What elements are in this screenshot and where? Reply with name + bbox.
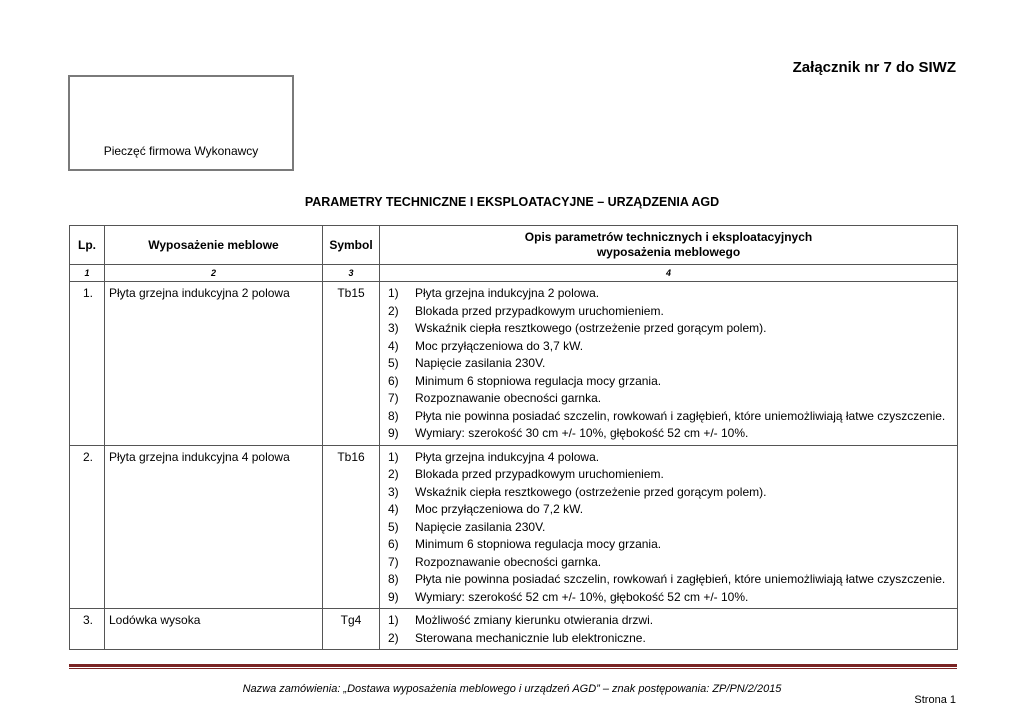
table-header-row — [70, 226, 958, 265]
column-number-row — [70, 265, 958, 282]
column-header-equipment: Wyposażenie meblowe — [105, 226, 323, 265]
column-number: 4 — [380, 265, 958, 282]
column-number: 3 — [323, 265, 380, 282]
parameter-list — [384, 449, 953, 607]
parameter-text: Płyta grzejna indukcyjna 4 polowa. — [415, 449, 600, 464]
parameter-number: 4) — [388, 338, 399, 353]
row-parameters — [380, 282, 958, 446]
column-header-description — [380, 226, 958, 265]
column-header-symbol: Symbol — [323, 226, 380, 265]
row-equipment-name: Płyta grzejna indukcyjna 2 polowa — [105, 282, 323, 446]
table-row — [70, 282, 958, 446]
parameter-text: Blokada przed przypadkowym uruchomieniem. — [415, 303, 664, 318]
parameter-text: Moc przyłączeniowa do 7,2 kW. — [415, 502, 584, 516]
row-equipment-name: Płyta grzejna indukcyjna 4 polowa — [105, 445, 323, 609]
attachment-label: Załącznik nr 7 do SIWZ — [792, 59, 956, 76]
parameter-number: 3) — [388, 321, 399, 335]
footer-rule-thick — [69, 664, 957, 667]
parameter-item — [384, 484, 953, 502]
parameter-text: Wymiary: szerokość 30 cm +/- 10%, głębokość 52 cm +/- 10%. — [415, 426, 749, 440]
parameter-item — [384, 554, 953, 572]
row-lp: 3. — [70, 609, 105, 650]
parameter-item — [384, 466, 953, 484]
parameter-number: 1) — [388, 613, 399, 627]
row-parameters — [380, 445, 958, 609]
parameters-table — [69, 225, 958, 650]
table-row — [70, 609, 958, 650]
parameter-number: 5) — [388, 356, 399, 370]
column-header-description-line1: Opis parametrów technicznych i eksploatacyjnych — [524, 230, 813, 244]
parameter-item — [384, 571, 953, 589]
parameter-number: 1) — [388, 286, 399, 300]
footer-rule-thin — [69, 668, 957, 669]
parameter-text: Minimum 6 stopniowa regulacja mocy grzania. — [415, 537, 662, 551]
parameter-item — [384, 536, 953, 554]
row-parameters — [380, 609, 958, 650]
parameter-item — [384, 338, 953, 356]
parameter-text: Płyta nie powinna posiadać szczelin, rowkowań i zagłębień, które uniemożliwiają łatwe czyszczenie. — [415, 572, 946, 586]
parameter-list — [384, 612, 953, 647]
parameter-item — [384, 303, 953, 321]
parameter-number: 9) — [388, 589, 399, 604]
parameter-number: 9) — [388, 426, 399, 440]
row-symbol: Tb15 — [323, 282, 380, 446]
column-number: 1 — [70, 265, 105, 282]
parameter-number: 8) — [388, 408, 399, 423]
parameter-item — [384, 390, 953, 408]
parameter-number: 7) — [388, 391, 399, 405]
parameter-item — [384, 355, 953, 373]
parameter-item — [384, 320, 953, 338]
parameter-text: Wskaźnik ciepła resztkowego (ostrzeżenie przed gorącym polem). — [415, 321, 767, 335]
parameter-number: 4) — [388, 502, 399, 516]
footer-procurement-name: Nazwa zamówienia: „Dostawa wyposażenia meblowego i urządzeń AGD” – znak postępowania: ZP/PN/2/2015 — [242, 683, 782, 695]
column-number: 2 — [105, 265, 323, 282]
parameter-item — [384, 408, 953, 426]
page-number: Strona 1 — [914, 694, 956, 706]
parameter-text: Możliwość zmiany kierunku otwierania drzwi. — [415, 613, 654, 627]
parameter-list — [384, 285, 953, 443]
parameter-number: 8) — [388, 572, 399, 586]
parameter-text: Moc przyłączeniowa do 3,7 kW. — [415, 338, 584, 353]
parameter-number: 2) — [388, 630, 399, 645]
parameter-item — [384, 285, 953, 303]
parameter-text: Sterowana mechanicznie lub elektroniczne. — [415, 630, 646, 645]
parameter-item — [384, 449, 953, 467]
parameter-number: 5) — [388, 519, 399, 534]
parameter-text: Płyta grzejna indukcyjna 2 polowa. — [415, 286, 600, 300]
column-header-description-line2: wyposażenia meblowego — [596, 245, 741, 259]
parameter-text: Wskaźnik ciepła resztkowego (ostrzeżenie przed gorącym polem). — [415, 484, 767, 499]
row-lp: 1. — [70, 282, 105, 446]
parameter-number: 2) — [388, 303, 399, 318]
parameter-item — [384, 589, 953, 607]
parameter-number: 6) — [388, 537, 399, 551]
column-header-lp: Lp. — [70, 226, 105, 265]
parameter-number: 7) — [388, 554, 399, 569]
row-symbol: Tg4 — [323, 609, 380, 650]
parameter-text: Rozpoznawanie obecności garnka. — [415, 554, 602, 569]
company-stamp-box — [68, 75, 294, 171]
row-lp: 2. — [70, 445, 105, 609]
parameter-text: Napięcie zasilania 230V. — [415, 519, 546, 534]
parameter-number: 2) — [388, 467, 399, 481]
parameter-text: Płyta nie powinna posiadać szczelin, rowkowań i zagłębień, które uniemożliwiają łatwe czyszczenie. — [415, 408, 946, 423]
parameter-number: 6) — [388, 373, 399, 388]
parameter-number: 3) — [388, 484, 399, 499]
document-title: PARAMETRY TECHNICZNE I EKSPLOATACYJNE – URZĄDZENIA AGD — [304, 195, 720, 209]
row-equipment-name: Lodówka wysoka — [105, 609, 323, 650]
parameter-item — [384, 519, 953, 537]
parameter-item — [384, 425, 953, 443]
parameter-text: Napięcie zasilania 230V. — [415, 356, 546, 370]
parameter-item — [384, 630, 953, 648]
parameter-text: Rozpoznawanie obecności garnka. — [415, 391, 602, 405]
row-symbol: Tb16 — [323, 445, 380, 609]
parameter-text: Wymiary: szerokość 52 cm +/- 10%, głębokość 52 cm +/- 10%. — [415, 589, 749, 604]
parameter-number: 1) — [388, 449, 399, 464]
parameter-item — [384, 501, 953, 519]
parameter-text: Blokada przed przypadkowym uruchomieniem. — [415, 467, 664, 481]
table-row — [70, 445, 958, 609]
parameter-item — [384, 612, 953, 630]
stamp-label: Pieczęć firmowa Wykonawcy — [103, 144, 259, 158]
parameter-text: Minimum 6 stopniowa regulacja mocy grzania. — [415, 373, 662, 388]
parameter-item — [384, 373, 953, 391]
